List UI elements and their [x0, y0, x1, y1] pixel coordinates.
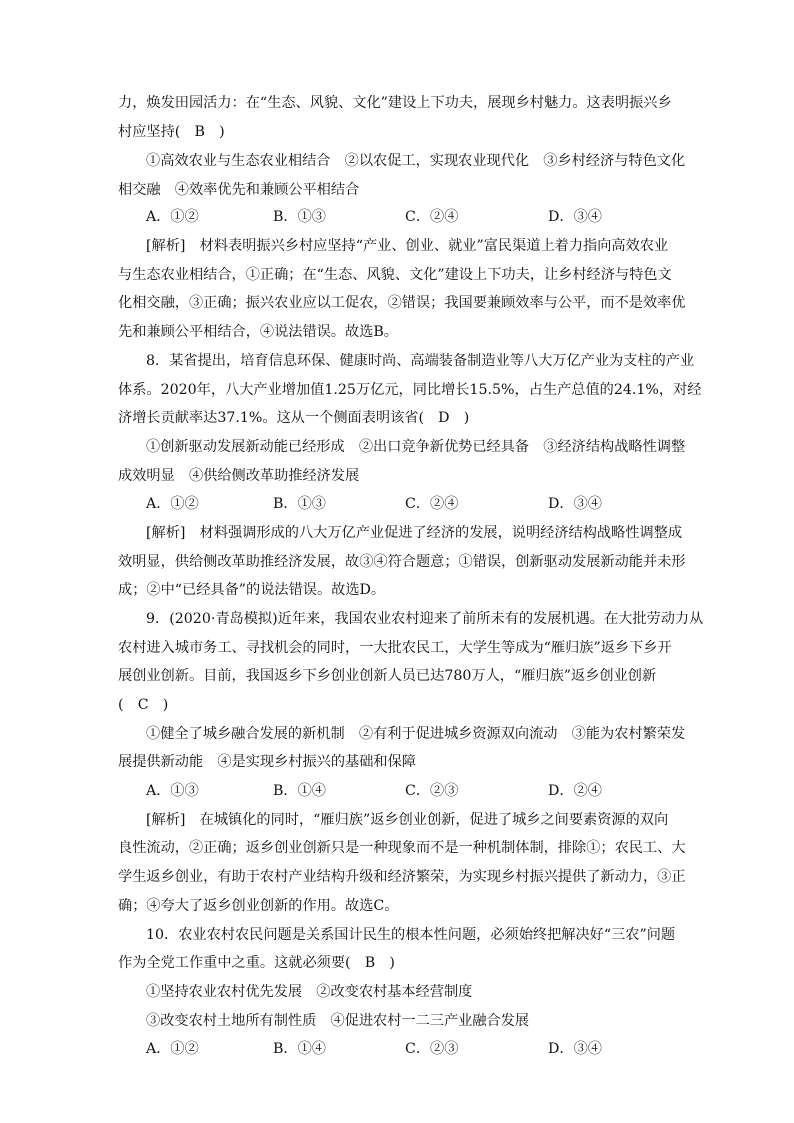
option-a: A．①③: [146, 783, 199, 799]
q8-stem-line-3: 济增长贡献率达37.1%。这从一个侧面表明该省( D ): [118, 410, 470, 426]
option-b: B．①④: [273, 1041, 326, 1057]
option-b: B．①④: [273, 783, 326, 799]
option-d: D．③④: [548, 496, 602, 512]
q9-analysis-line-3: 学生返乡创业，有助于农村产业结构升级和经济繁荣，为实现乡村振兴提供了新动力，③正: [118, 869, 686, 885]
q10-stem-line-2: 作为全党工作重中之重。这就必须要( B ): [118, 955, 395, 971]
q9-answer: ( C ): [118, 697, 169, 713]
option-d: D．③④: [548, 209, 602, 225]
q8-stem-line-2: 体系。2020年，八大产业增加值1.25万亿元，同比增长15.5%，占生产总值的24.1%，对经: [118, 382, 702, 398]
q7-choices-line-1: ①高效农业与生态农业相结合 ②以农促工，实现农业现代化 ③乡村经济与特色文化: [146, 153, 686, 169]
q9-choices-line-1: ①健全了城乡融合发展的新机制 ②有利于促进城乡资源双向流动 ③能为农村繁荣发: [146, 726, 686, 742]
option-b: B．①③: [273, 496, 326, 512]
q10-stem-line-1: 10．农业农村农民问题是关系国计民生的根本性问题，必须始终把解决好“三农”问题: [146, 927, 676, 943]
option-c: C．②③: [405, 783, 459, 799]
q8-choices-line-1: ①创新驱动发展新动能已经形成 ②出口竞争新优势已经具备 ③经济结构战略性调整: [146, 439, 686, 455]
option-a: A．①②: [146, 496, 199, 512]
q8-analysis-line-1: [解析] 材料强调形成的八大万亿产业促进了经济的发展，说明经济结构战略性调整成: [146, 525, 683, 541]
option-c: C．②③: [405, 1041, 459, 1057]
option-a: A．①②: [146, 1041, 199, 1057]
option-c: C．②④: [405, 209, 459, 225]
q7-stem-line-1: 力，焕发田园活力：在“生态、风貌、文化”建设上下功夫，展现乡村魅力。这表明振兴乡: [118, 95, 672, 111]
q9-choices-line-2: 展提供新动能 ④是实现乡村振兴的基础和保障: [118, 754, 416, 770]
q9-analysis-line-4: 确；④夸大了返乡创业创新的作用。故选C。: [118, 898, 399, 914]
q7-analysis-line-4: 先和兼顾公平相结合，④说法错误。故选B。: [118, 324, 398, 340]
option-d: D．③④: [548, 1041, 602, 1057]
q9-stem-line-1: 9．(2020·青岛模拟)近年来，我国农业农村迎来了前所未有的发展机遇。在大批劳动力从: [146, 611, 704, 627]
q9-stem-line-2: 农村进入城市务工、寻找机会的同时，一大批农民工，大学生等成为“雁归族”返乡下乡开: [118, 640, 672, 656]
q7-analysis-line-3: 化相交融，③正确；振兴农业应以工促农，②错误；我国要兼顾效率与公平，而不是效率优: [118, 295, 686, 311]
q8-analysis-line-2: 效明显，供给侧改革助推经济发展，故③④符合题意；①错误，创新驱动发展新动能并未形: [118, 554, 686, 570]
option-b: B．①③: [273, 209, 326, 225]
q7-choices-line-2: 相交融 ④效率优先和兼顾公平相结合: [118, 182, 360, 198]
q9-analysis-line-2: 良性流动，②正确；返乡创业创新只是一种现象而不是一种机制体制，排除①；农民工、大: [118, 840, 686, 856]
q9-analysis-line-1: [解析] 在城镇化的同时，“雁归族”返乡创业创新，促进了城乡之间要素资源的双向: [146, 812, 669, 828]
option-c: C．②④: [405, 496, 459, 512]
q7-stem-line-2: 村应坚持( B ): [118, 124, 225, 140]
q10-choices-line-2: ③改变农村土地所有制性质 ④促进农村一二三产业融合发展: [146, 1013, 530, 1029]
q8-analysis-line-3: 成；②中“已经具备”的说法错误。故选D。: [118, 582, 386, 598]
option-d: D．②④: [548, 783, 602, 799]
q7-analysis-line-2: 与生态农业相结合，①正确；在“生态、风貌、文化”建设上下功夫，让乡村经济与特色文: [118, 267, 672, 283]
q8-stem-line-1: 8．某省提出，培育信息环保、健康时尚、高端装备制造业等八大万亿产业为支柱的产业: [146, 353, 695, 369]
q9-stem-line-3: 展创业创新。目前，我国返乡下乡创业创新人员已达780万人，“雁归族”返乡创业创新: [118, 668, 657, 684]
q8-choices-line-2: 成效明显 ④供给侧改革助推经济发展: [118, 468, 360, 484]
q7-analysis-line-1: [解析] 材料表明振兴乡村应坚持“产业、创业、就业”富民渠道上着力指向高效农业: [146, 238, 669, 254]
option-a: A．①②: [146, 209, 199, 225]
q10-choices-line-1: ①坚持农业农村优先发展 ②改变农村基本经营制度: [146, 984, 473, 1000]
